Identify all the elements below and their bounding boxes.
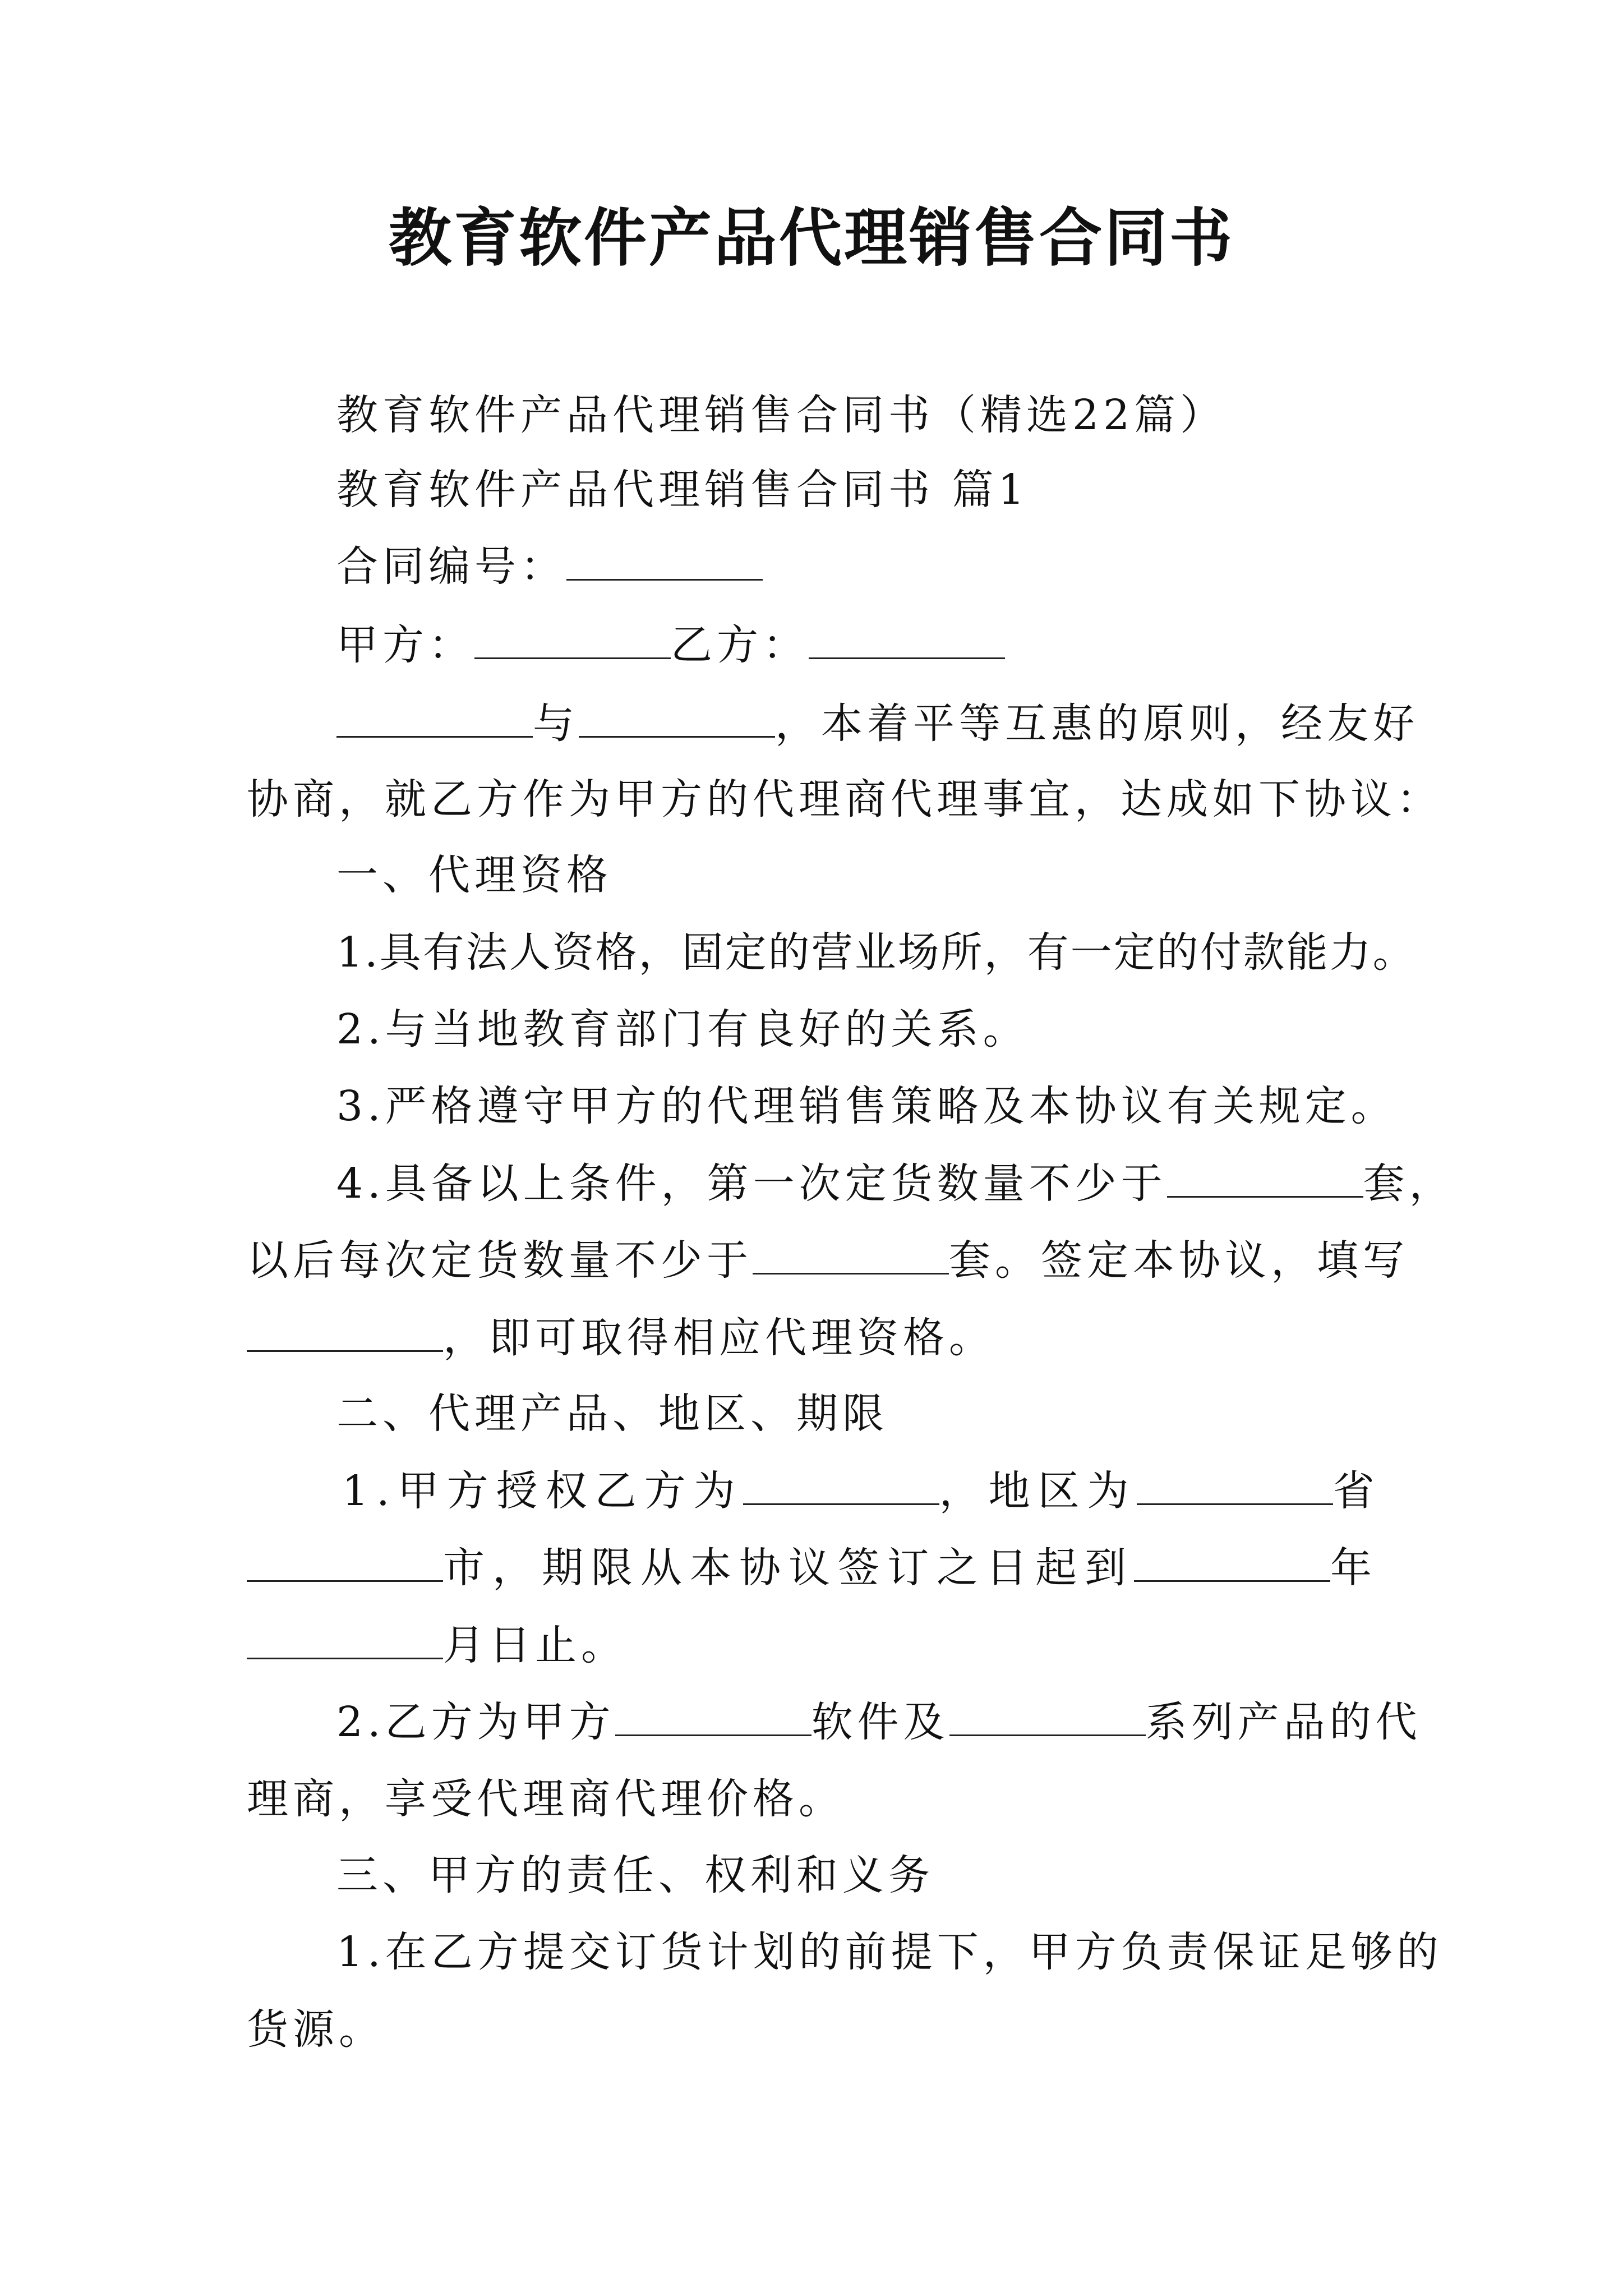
intro-blank-1: [336, 701, 533, 738]
section1-item4-line1: [336, 1156, 1455, 1212]
s2-item1-text-f: 月日止。: [443, 1621, 627, 1669]
s2-item1-text-d: 市，期限从本协议签订之日起到: [443, 1544, 1134, 1592]
section2-heading: 二、代理产品、地区、期限: [336, 1389, 888, 1438]
item4-text-c: 以后每次定货数量不少于: [247, 1236, 753, 1285]
intro-text-with: 与: [533, 700, 579, 748]
section3-item1-line1: 1.在乙方提交订货计划的前提下，甲方负责保证足够的: [336, 1928, 1443, 1976]
s2-item1-blank-4: [1134, 1545, 1330, 1582]
party-a-label: 甲方：: [336, 621, 474, 669]
intro-line-1: [336, 696, 1419, 752]
item4-text-a: 4.具备以上条件，第一次定货数量不少于: [336, 1159, 1167, 1208]
s2-item2-text-b: 软件及: [811, 1698, 949, 1746]
article-heading: 教育软件产品代理销售合同书 篇1: [336, 466, 1029, 514]
s2-item1-blank-2: [1137, 1469, 1333, 1505]
item4-text-d: 套。签定本协议，填写: [949, 1236, 1409, 1285]
party-b-blank: [809, 623, 1005, 659]
section2-item1-line3: [247, 1617, 627, 1673]
s2-item2-blank-1: [615, 1700, 811, 1736]
section2-item2-line2: 理商，享受代理商代理价格。: [247, 1775, 845, 1823]
item4-blank-3: [247, 1315, 443, 1352]
s2-item2-blank-2: [949, 1700, 1146, 1736]
s2-item1-blank-3: [247, 1545, 443, 1582]
s2-item1-blank-1: [743, 1469, 939, 1505]
section2-item1-line2: [247, 1540, 1380, 1596]
intro-line-2: 协商，就乙方作为甲方的代理商代理事宜，达成如下协议：: [247, 775, 1442, 823]
item4-text-e: ，即可取得相应代理资格。: [443, 1314, 995, 1362]
item4-text-b: 套，: [1363, 1159, 1455, 1208]
section3-item1-line2: 货源。: [247, 2005, 385, 2054]
section2-item2-line1: [336, 1694, 1422, 1750]
s2-item2-text-a: 2.乙方为甲方: [336, 1698, 615, 1746]
parties-line: [336, 617, 1005, 673]
s2-item1-text-e: 年: [1330, 1544, 1380, 1592]
section1-item4-line2: [247, 1232, 1409, 1289]
section1-item2: 2.与当地教育部门有良好的关系。: [336, 1005, 1029, 1053]
subtitle: 教育软件产品代理销售合同书（精选22篇）: [336, 391, 1227, 439]
intro-text-end: ，本着平等互惠的原则，经友好: [775, 700, 1419, 748]
section2-item1-line1: [342, 1463, 1382, 1519]
s2-item2-text-c: 系列产品的代: [1145, 1698, 1422, 1746]
section1-heading: 一、代理资格: [336, 851, 612, 899]
section1-item4-line3: [247, 1310, 995, 1366]
s2-item1-text-b: ，地区为: [939, 1467, 1137, 1515]
party-a-blank: [474, 623, 671, 659]
item4-blank-2: [753, 1238, 949, 1274]
section1-item1: 1.具有法人资格，固定的营业场所，有一定的付款能力。: [336, 928, 1416, 977]
section3-heading: 三、甲方的责任、权利和义务: [336, 1851, 934, 1899]
s2-item1-text-a: 1.甲方授权乙方为: [342, 1467, 743, 1515]
intro-blank-2: [579, 701, 775, 738]
contract-number-blank: [566, 544, 763, 581]
party-b-label: 乙方：: [671, 621, 809, 669]
section1-item3: 3.严格遵守甲方的代理销售策略及本协议有关规定。: [336, 1082, 1397, 1130]
contract-number-label: 合同编号：: [336, 542, 566, 591]
s2-item1-blank-5: [247, 1623, 443, 1659]
s2-item1-text-c: 省: [1332, 1467, 1382, 1515]
document-title: 教育软件产品代理销售合同书: [389, 201, 1234, 275]
item4-blank-1: [1167, 1161, 1363, 1198]
contract-number-line: [336, 539, 763, 595]
